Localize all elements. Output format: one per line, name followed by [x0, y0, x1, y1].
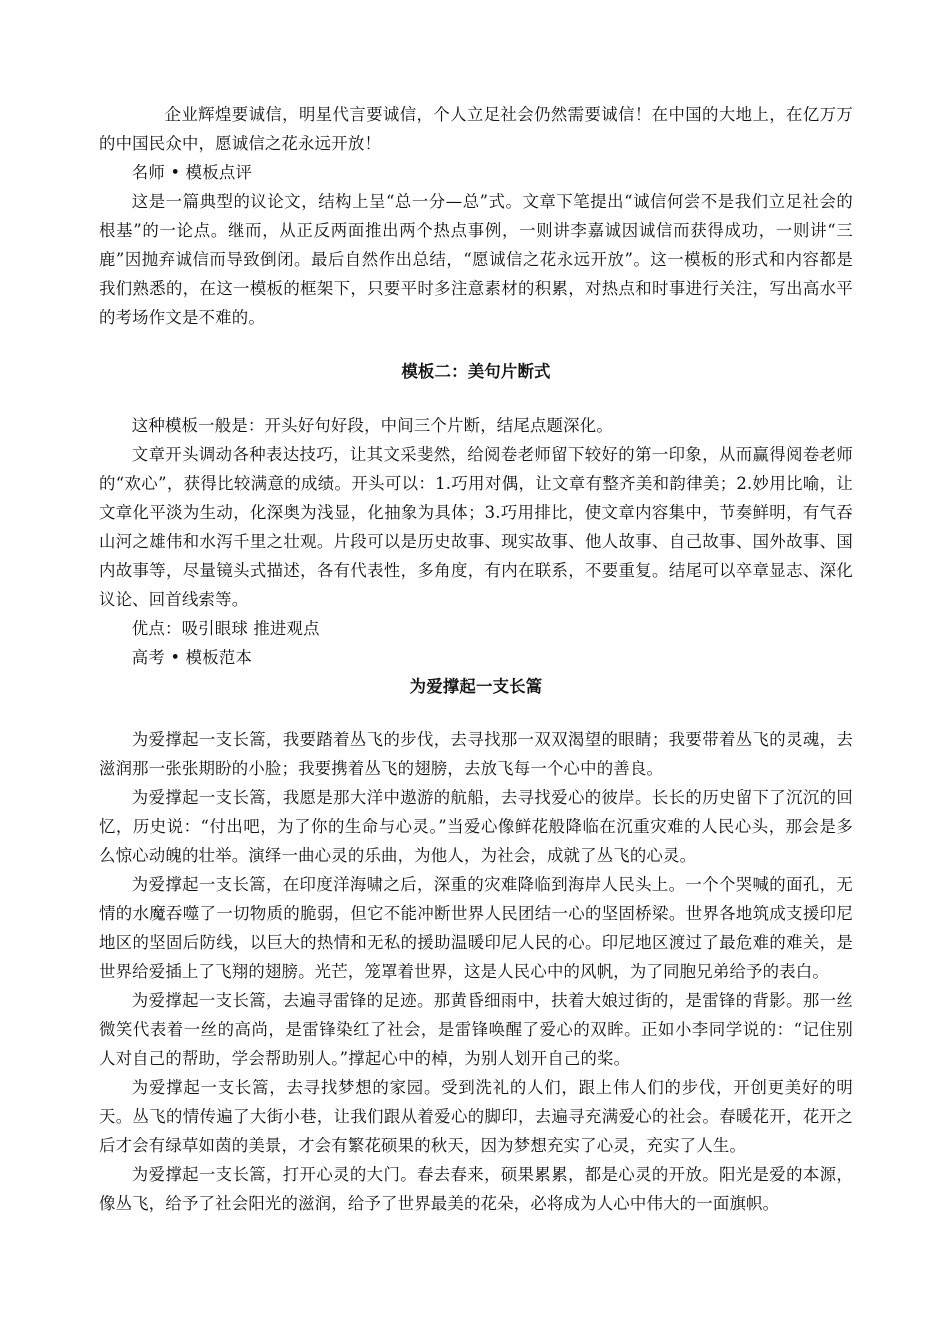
- essay-paragraph: 为爱撑起一支长篙，打开心灵的大门。春去春来，硕果累累，都是心灵的开放。阳光是爱的本源，像丛飞，给予了社会阳光的滋润，给予了世界最美的花朵，必将成为人心中伟大的一面旗帜。: [99, 1165, 853, 1213]
- document-page: [99, 100, 853, 1218]
- sample-label: 高考 • 模板范本: [131, 648, 253, 667]
- essay-paragraph: 为爱撑起一支长篙，我愿是那大洋中遨游的航船，去寻找爱心的彼岸。长长的历史留下了沉沉的回忆，历史说：“付出吧，为了你的生命与心灵。”当爱心像鲜花般降临在沉重灾难的人民心头，那会是多么惊心动魄的壮举。演绎一曲心灵的乐曲，为他人，为社会，成就了丛飞的心灵。: [99, 788, 853, 865]
- essay-paragraph: 为爱撑起一支长篙，我要踏着丛飞的步伐，去寻找那一双双渴望的眼睛；我要带着丛飞的灵魂，去滋润那一张张期盼的小脸；我要携着丛飞的翅膀，去放飞每一个心中的善良。: [99, 730, 853, 778]
- section-heading: 模板二：美句片断式: [401, 362, 551, 381]
- intro-closing-paragraph: 企业辉煌要诚信，明星代言要诚信，个人立足社会仍然需要诚信！在中国的大地上，在亿万万的中国民众中，愿诚信之花永远开放！: [99, 105, 853, 153]
- essay-paragraph: 为爱撑起一支长篙，去遍寻雷锋的足迹。那黄昏细雨中，扶着大娘过街的，是雷锋的背影。那一丝微笑代表着一丝的高尚，是雷锋染红了社会，是雷锋唤醒了爱心的双眸。正如小李同学说的：“记住别人对自己的帮助，学会帮助别人。”撑起心中的棹，为别人划开自己的桨。: [99, 991, 853, 1068]
- template-detail-paragraph: 文章开头调动各种表达技巧，让其文采斐然，给阅卷老师留下较好的第一印象，从而赢得阅卷老师的“欢心”，获得比较满意的成绩。开头可以：1.巧用对偶，让文章有整齐美和韵律美；2.妙用比喻，让文章化平淡为生动，化深奥为浅显，化抽象为具体；3.巧用排比，使文章内容集中，节奏鲜明，有气吞山河之雄伟和水泻千里之壮观。片段可以是历史故事、现实故事、他人故事、自己故事、国外故事、国内故事等，尽量镜头式描述，各有代表性，多角度，有内在联系，不要重复。结尾可以卒章显志、深化议论、回首线索等。: [99, 445, 853, 609]
- template-summary-paragraph: 这种模板一般是：开头好句好段，中间三个片断，结尾点题深化。: [131, 416, 613, 435]
- essay-paragraph: 为爱撑起一支长篙，在印度洋海啸之后，深重的灾难降临到海岸人民头上。一个个哭喊的面孔，无情的水魔吞噬了一切物质的脆弱，但它不能冲断世界人民团结一心的坚固桥梁。世界各地筑成支援印尼地区的坚固后防线，以巨大的热情和无私的援助温暖印尼人民的心。印尼地区渡过了最危难的难关，是世界给爱插上了飞翔的翅膀。光芒，笼罩着世界，这是人民心中的风帆，为了同胞兄弟给予的表白。: [99, 875, 853, 981]
- commentary-label: 名师 • 模板点评: [131, 163, 253, 182]
- essay-title: 为爱撑起一支长篙: [409, 677, 543, 696]
- commentary-paragraph: 这是一篇典型的议论文，结构上呈“总一分—总”式。文章下笔提出“诚信何尝不是我们立足社会的根基”的一论点。继而，从正反两面推出两个热点事例，一则讲李嘉诚因诚信而获得成功，一则讲“三鹿”因抛弃诚信而导致倒闭。最后自然作出总结，“愿诚信之花永远开放”。这一模板的形式和内容都是我们熟悉的，在这一模板的框架下，只要平时多注意素材的积累，对热点和时事进行关注，写出高水平的考场作文是不难的。: [99, 192, 853, 327]
- essay-paragraph: 为爱撑起一支长篙，去寻找梦想的家园。受到洗礼的人们，跟上伟人们的步伐，开创更美好的明天。丛飞的情传遍了大街小巷，让我们跟从着爱心的脚印，去遍寻充满爱心的社会。春暖花开，花开之后才会有绿草如茵的美景，才会有繁花硕果的秋天，因为梦想充实了心灵，充实了人生。: [99, 1078, 853, 1155]
- advantages-line: 优点：吸引眼球 推进观点: [131, 619, 320, 638]
